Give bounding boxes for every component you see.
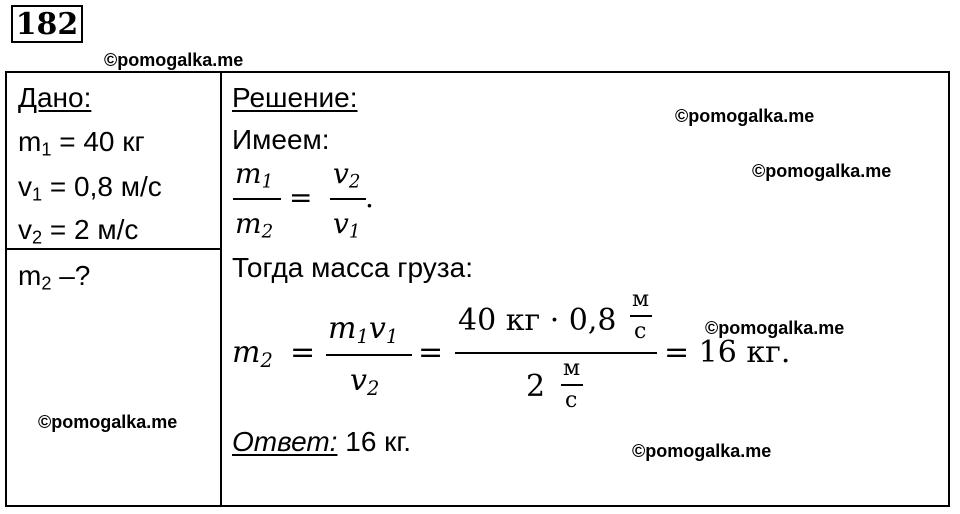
given-title: Дано:: [18, 82, 92, 113]
watermark: ©pomogalka.me: [38, 412, 178, 432]
given-line-v1: $v_1 = 0,8$ м/с: [18, 171, 162, 205]
answer-label: Ответ:: [232, 426, 338, 457]
answer-value: 16 кг.: [337, 426, 411, 457]
watermark: ©pomogalka.me: [752, 161, 892, 181]
watermark: ©pomogalka.me: [632, 441, 772, 461]
solution-then: Тогда масса груза:: [232, 252, 473, 283]
problem-number: 182: [11, 5, 83, 43]
watermark: ©pomogalka.me: [705, 318, 845, 338]
given-line-m1: $m_1 = 40$ кг: [18, 126, 145, 160]
given-divider: [5, 248, 222, 250]
answer-line: [232, 428, 411, 456]
column-divider: [220, 71, 222, 507]
given-line-v2: $v_2 = 2$ м/с: [18, 214, 139, 248]
solution-frame: [5, 71, 950, 507]
watermark: ©pomogalka.me: [675, 106, 815, 126]
find-line-m2: $m_2$ –?: [18, 260, 91, 294]
solution-intro: Имеем:: [232, 124, 330, 155]
watermark: ©pomogalka.me: [104, 50, 244, 70]
solution-title: Решение:: [232, 82, 358, 113]
